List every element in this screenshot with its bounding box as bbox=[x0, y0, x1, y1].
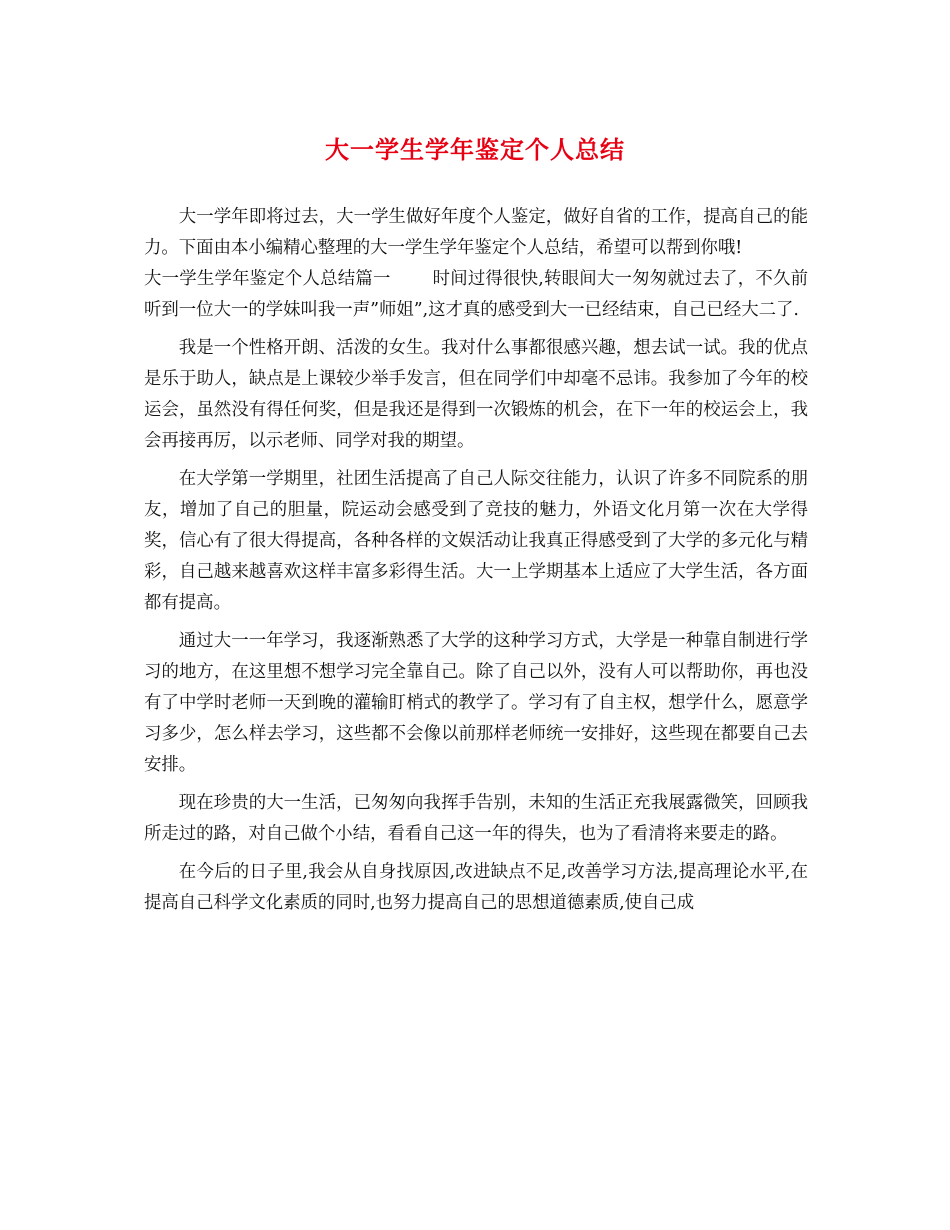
section-one-paragraph bbox=[144, 264, 808, 326]
paragraph-first-semester: 在大学第一学期里，社团生活提高了自己人际交往能力，认识了许多不同院系的朋友，增加了自己的胆量，院运动会感受到了竞技的魅力，外语文化月第一次在大学得奖，信心有了很大得提高，各种各样的文娱活动让我真正得感受到了大学的多元化与精彩，自己越来越喜欢这样丰富多彩得生活。大一上学期基本上适应了大学生活，各方面都有提高。 bbox=[144, 469, 808, 613]
document-title: 大一学生学年鉴定个人总结 bbox=[325, 135, 625, 164]
document-body bbox=[144, 202, 808, 919]
paragraph-review: 现在珍贵的大一生活，已匆匆向我挥手告别，未知的生活正充我展露微笑，回顾我所走过的路，对自己做个小结，看看自己这一年的得失，也为了看清将来要走的路。 bbox=[144, 793, 808, 844]
paragraph-future: 在今后的日子里,我会从自身找原因,改进缺点不足,改善学习方法,提高理论水平,在提高自己科学文化素质的同时,也努力提高自己的思想道德素质,使自己成 bbox=[144, 862, 808, 913]
section-one-heading: 大一学生学年鉴定个人总结篇一 bbox=[144, 269, 391, 289]
paragraph-study-method: 通过大一一年学习，我逐渐熟悉了大学的这种学习方式，大学是一种靠自制进行学习的地方，在这里想不想学习完全靠自己。除了自己以外，没有人可以帮助你，再也没有了中学时老师一天到晚的灌输盯梢式的教学了。学习有了自主权，想学什么，愿意学习多少，怎么样去学习，这些都不会像以前那样老师统一安排好，这些现在都要自己去安排。 bbox=[144, 631, 808, 775]
intro-paragraph: 大一学年即将过去，大一学生做好年度个人鉴定，做好自省的工作，提高自己的能力。下面由本小编精心整理的大一学生学年鉴定个人总结，希望可以帮到你哦! bbox=[144, 207, 808, 258]
section-one-text: 时间过得很快,转眼间大一匆匆就过去了，不久前听到一位大一的学妹叫我一声”师姐”,这才真的感受到大一已经结束，自己已经大二了. bbox=[144, 269, 808, 320]
paragraph-personality: 我是一个性格开朗、活泼的女生。我对什么事都很感兴趣，想去试一试。我的优点是乐于助人，缺点是上课较少举手发言，但在同学们中却毫不忌讳。我参加了今年的校运会，虽然没有得任何奖，但是我还是得到一次锻炼的机会，在下一年的校运会上，我会再接再厉，以示老师、同学对我的期望。 bbox=[144, 338, 808, 451]
